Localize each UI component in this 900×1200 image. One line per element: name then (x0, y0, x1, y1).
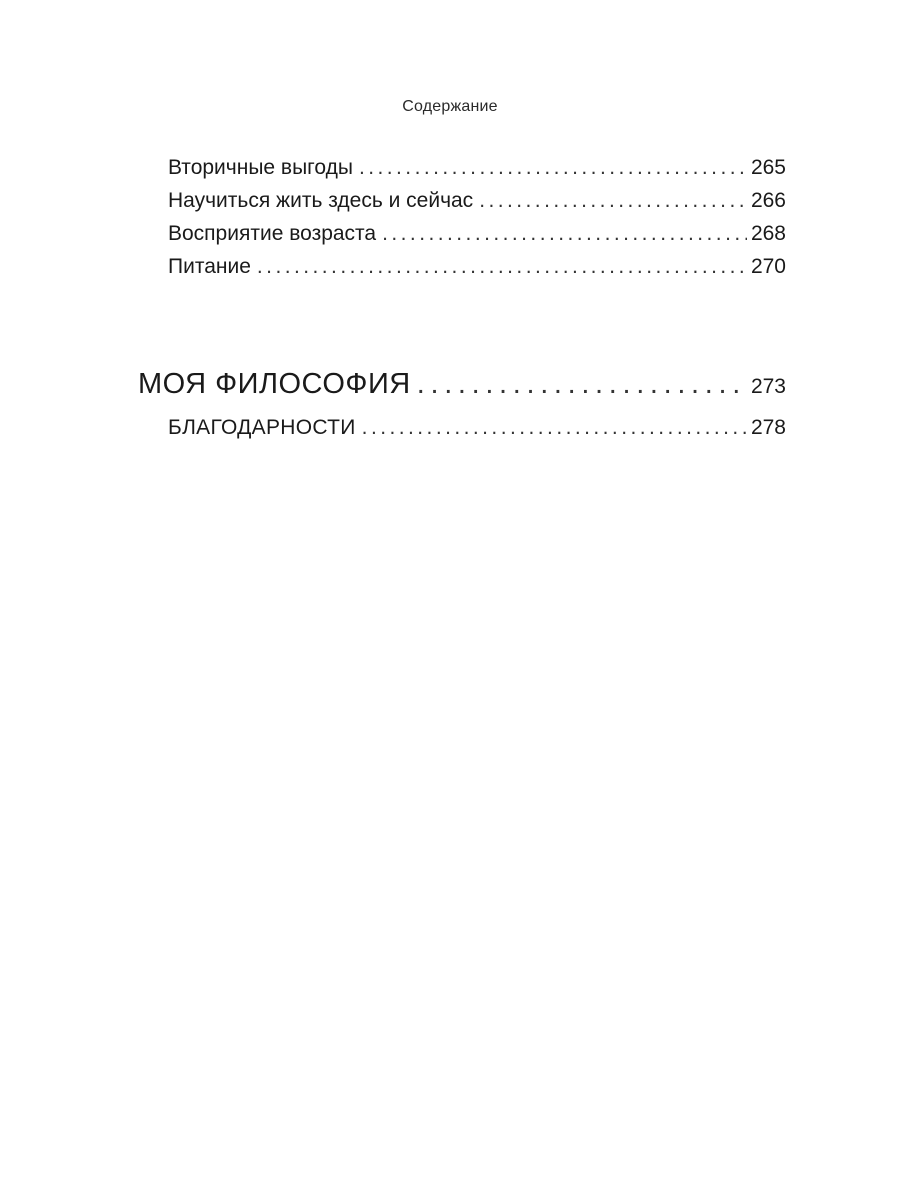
toc-entry-page: 278 (750, 416, 786, 439)
toc-entry (168, 154, 786, 182)
toc-entry-title: Восприятие возраста (168, 222, 377, 245)
toc-part-title: МОЯ ФИЛОСОФИЯ (138, 368, 411, 400)
dot-leader (359, 154, 747, 182)
running-head: Содержание (402, 98, 498, 115)
toc-part-page: 273 (750, 375, 786, 398)
toc-entry-title: Научиться жить здесь и сейчас (168, 189, 474, 212)
toc-entry (168, 253, 786, 281)
dot-leader (257, 253, 747, 281)
toc-entry (168, 220, 786, 248)
toc-entry (168, 414, 786, 442)
toc-entry-title: Питание (168, 255, 251, 278)
dot-leader (479, 187, 747, 215)
toc-entry-title: БЛАГОДАРНОСТИ (168, 416, 356, 439)
toc-part-entry (138, 366, 786, 405)
dot-leader (417, 366, 747, 402)
toc-entry-page: 268 (750, 222, 786, 245)
dot-leader (382, 220, 747, 248)
toc-entry (168, 187, 786, 215)
toc-entry-page: 266 (750, 189, 786, 212)
toc-entry-page: 265 (750, 156, 786, 179)
toc-entry-title: Вторичные выгоды (168, 156, 353, 179)
toc-entry-page: 270 (750, 255, 786, 278)
dot-leader (362, 414, 747, 442)
